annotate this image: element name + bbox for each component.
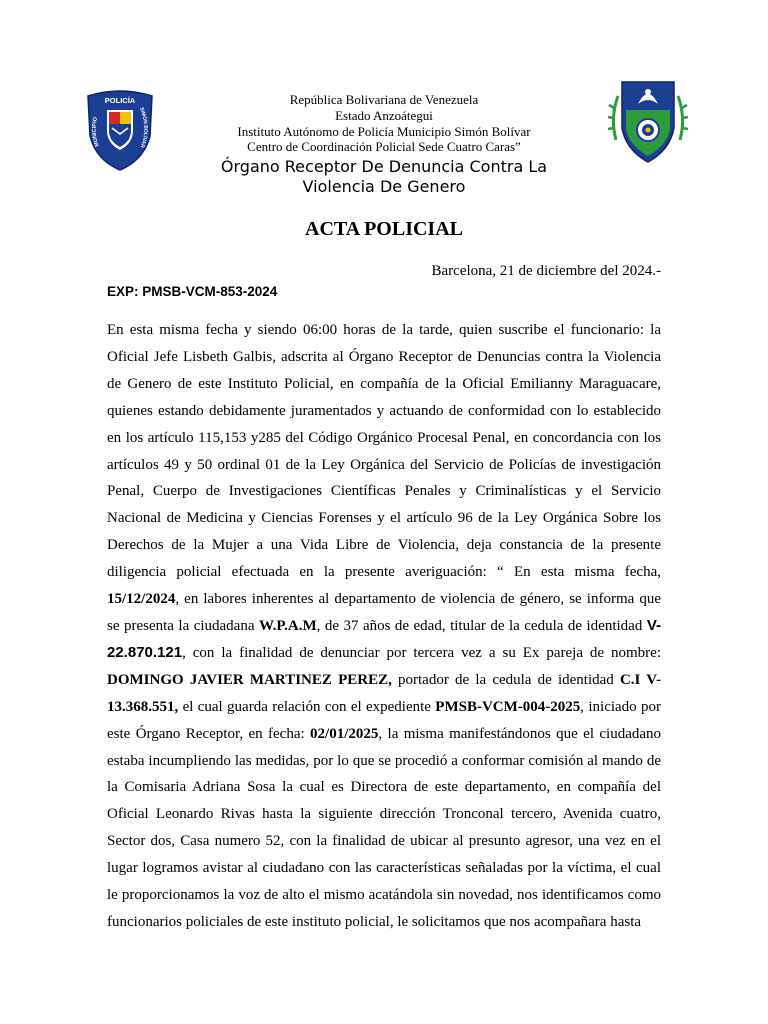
- place-date: Barcelona, 21 de diciembre del 2024.-: [431, 263, 661, 279]
- incident-date: 15/12/2024: [107, 591, 176, 608]
- body-text-segment: , con la finalidad de denunciar por tercera vez a su Ex pareja de nombre:: [182, 644, 661, 661]
- document-header: [180, 92, 588, 155]
- body-text-segment: , la misma manifestándonos que el ciudadano estaba incumpliendo las medidas, por lo que se procedió a conformar comisión al mando de la Comisaria Adriana Sosa la cual es Directora de este departamento, en compañía del Oficial Leonardo Rivas hasta la siguiente dirección Tronconal tercero, Avenida cuatro, Sector dos, Casa numero 52, con la finalidad de ubicar al presunto agresor, una vez en el lugar logramos avistar al ciudadano con las características señaladas por la víctima, el cual le proporcionamos la voz de alto el mismo acatándola sin novedad, nos identificamos como funcionarios policiales de este instituto policial, le solicitamos que nos acompañara hasta: [107, 725, 662, 930]
- police-badge-logo: [84, 88, 156, 174]
- case-date: 02/01/2025: [310, 725, 379, 742]
- body-text-segment: En esta misma fecha y siendo 06:00 horas de la tarde, quien suscribe el funcionario: la Oficial Jefe Lisbeth Galbis, adscrita al Órgano Receptor de Denuncias contra la Violencia de Genero de este Instituto Policial, en compañía de la Oficial Emilianny Maraguacare, quienes estando debidamente juramentados y actuando de conformidad con lo establecido en los artículo 115,153 y285 del Código Orgánico Procesal Penal, en concordancia con los artículos 49 y 50 ordinal 01 de la Ley Orgánica del Servicio de Policías de investigación Penal, Cuerpo de Investigaciones Científicas Penales y Criminalísticas y el Servicio Nacional de Medicina y Ciencias Forenses y el artículo 96 de la Ley Orgánica Sobre los Derechos de la Mujer a una Vida Libre de Violencia, deja constancia de la presente diligencia policial efectuada en la presente averiguación: “ En esta misma fecha,: [107, 322, 661, 581]
- organ-title-line2: Violencia De Genero: [302, 177, 466, 196]
- victim-id: V-22.870.121: [107, 616, 661, 661]
- document-title: ACTA POLICIAL: [305, 218, 463, 240]
- header-institute: Instituto Autónomo de Policía Municipio Simón Bolívar: [237, 123, 531, 139]
- header-republic: República Bolivariana de Venezuela: [289, 92, 479, 107]
- body-text-segment: portador de la cedula de identidad: [391, 671, 614, 688]
- svg-text:POLICÍA: POLICÍA: [104, 96, 136, 105]
- organ-title-line1: Órgano Receptor De Denuncia Contra La: [220, 157, 548, 176]
- body-text-segment: , iniciado por este Órgano Receptor, en fecha:: [107, 698, 662, 742]
- accused-id: C.I V-13.368.551,: [107, 671, 661, 715]
- report-body: [107, 317, 661, 936]
- header-state: Estado Anzoátegui: [335, 107, 433, 123]
- svg-text:MUNICIPIO: MUNICIPIO: [91, 116, 101, 148]
- svg-text:SIMÓN BOLÍVAR: SIMÓN BOLÍVAR: [138, 106, 149, 149]
- related-case-number: PMSB-VCM-004-2025: [435, 698, 581, 715]
- body-text-segment: el cual guarda relación con el expediente: [178, 698, 431, 715]
- accused-name: DOMINGO JAVIER MARTINEZ PEREZ,: [107, 671, 392, 688]
- case-number: EXP: PMSB-VCM-853-2024: [107, 284, 278, 299]
- header-center: Centro de Coordinación Policial Sede Cuatro Caras”: [247, 139, 521, 155]
- institutional-shield-logo: [608, 78, 688, 170]
- body-text-segment: , de 37 años de edad, titular de la cedula de identidad: [316, 617, 643, 634]
- body-text-segment: , en labores inherentes al departamento de violencia de género, se informa que se presenta la ciudadana: [107, 591, 661, 634]
- organ-title: [160, 157, 608, 197]
- victim-initials: W.P.A.M: [258, 617, 317, 634]
